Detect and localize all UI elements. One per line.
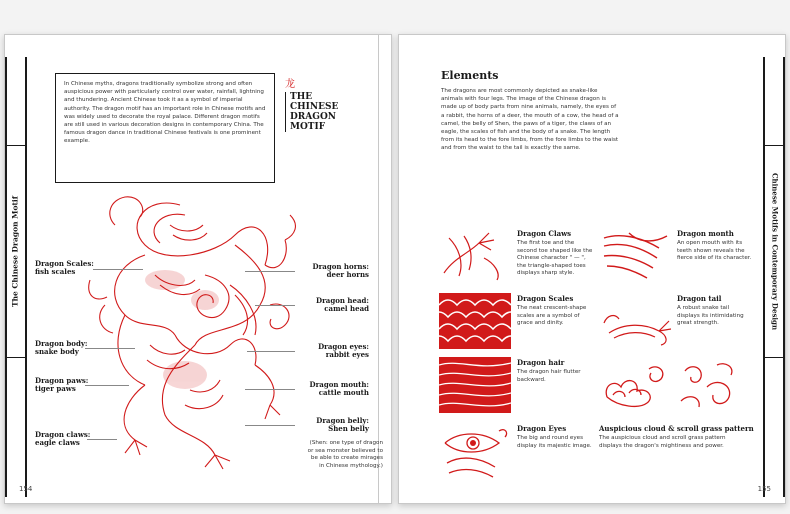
right-page [398, 34, 786, 504]
element-title-eyes: Dragon Eyes [517, 424, 567, 433]
left-side-bar [5, 57, 27, 497]
element-desc-cloud: The auspicious cloud and scroll grass pattern displays the dragon's mightiness and power. [599, 435, 726, 449]
element-desc-hair: The dragon hair flutter backward. [517, 369, 581, 383]
page-number-left: 154 [19, 485, 33, 493]
label-dragon-head: Dragon head: camel head [316, 296, 369, 313]
right-side-bar [763, 57, 785, 497]
cloud-pattern-thumbnail-2 [677, 357, 743, 413]
page-title: THE CHINESE DRAGON MOTIF [285, 92, 345, 132]
page-number-right: 155 [757, 485, 771, 493]
title-block [285, 75, 345, 132]
label-dragon-belly: Dragon belly: Shen belly [316, 416, 369, 433]
dragon-eyes-thumbnail [439, 423, 511, 479]
left-side-label: The Chinese Dragon Motif [10, 196, 20, 307]
dragon-scales-thumbnail [439, 293, 511, 349]
element-desc-mouth: An open mouth with its teeth shown reveals the fierce side of its character. [677, 240, 752, 262]
left-page [4, 34, 392, 504]
label-dragon-paws: Dragon paws: tiger paws [35, 376, 89, 393]
dragon-claws-thumbnail [439, 228, 511, 282]
label-dragon-scales: Dragon Scales: fish scales [35, 259, 94, 276]
dragon-character: 龙 [285, 79, 295, 90]
element-desc-eyes: The big and round eyes display its majestic image. [517, 435, 592, 449]
elements-body: The dragons are most commonly depicted as snake-like animals with four legs. The image of the Chinese dragon is made up of body parts from nine animals, namely, the eyes of a rabbit, the horns of a deer, the mouth of a cow, the head of a camel, the belly of Shen, the paws of a tiger, the claws of an eagle, the scales of fish and the body of a snake. The length from its head to the fore limbs, from the fore limbs to the waist and from the waist to the tail is exactly the same. [441, 88, 619, 152]
label-dragon-body: Dragon body: snake body [35, 339, 88, 356]
element-desc-scales: The neat crescent-shape scales are a symbol of grace and dinity. [517, 305, 587, 327]
element-desc-claws: The first toe and the second toe shaped like the Chinese character " — ", the triangle-shaped toes displays sharp style. [517, 240, 593, 277]
element-title-scales: Dragon Scales [517, 294, 574, 303]
cloud-pattern-thumbnail-1 [599, 357, 671, 413]
right-side-label: Chinese Motifs in Contemporary Design [770, 172, 780, 331]
label-dragon-claws: Dragon claws: eagle claws [35, 430, 91, 447]
label-dragon-mouth: Dragon mouth: cattle mouth [309, 380, 369, 397]
elements-heading: Elements [441, 69, 499, 82]
label-dragon-horns: Dragon horns: deer horns [312, 262, 369, 279]
element-title-claws: Dragon Claws [517, 229, 572, 238]
element-title-cloud: Auspicious cloud & scroll grass pattern [599, 424, 754, 433]
shen-note: (Shen: one type of dragon or sea monster believed to be able to create mirages in Chinese mythology.) [307, 440, 383, 469]
element-title-hair: Dragon hair [517, 358, 565, 367]
element-title-mouth: Dragon month [677, 229, 734, 238]
element-desc-tail: A robust snake tail displays its intimidating great strength. [677, 305, 744, 327]
intro-paragraph: In Chinese myths, dragons traditionally symbolize strong and often auspicious power with particularly control over water, rainfall, lightning and thundering. Ancient Chinese took it as a symbol of imperial authority. The dragon motif has an important role in Chinese motifs and was widely used to decorate the royal palace. Different dragon motifs are still used in various decoration designs in contemporary China. The famous dragon dance in traditional Chinese festivals is one prominent example. [55, 73, 275, 183]
element-title-tail: Dragon tail [677, 294, 722, 303]
dragon-hair-thumbnail [439, 357, 511, 413]
dragon-illustration [85, 185, 305, 475]
dragon-tail-thumbnail [599, 293, 671, 349]
label-dragon-eyes: Dragon eyes: rabbit eyes [318, 342, 369, 359]
dragon-mouth-thumbnail [599, 228, 671, 282]
